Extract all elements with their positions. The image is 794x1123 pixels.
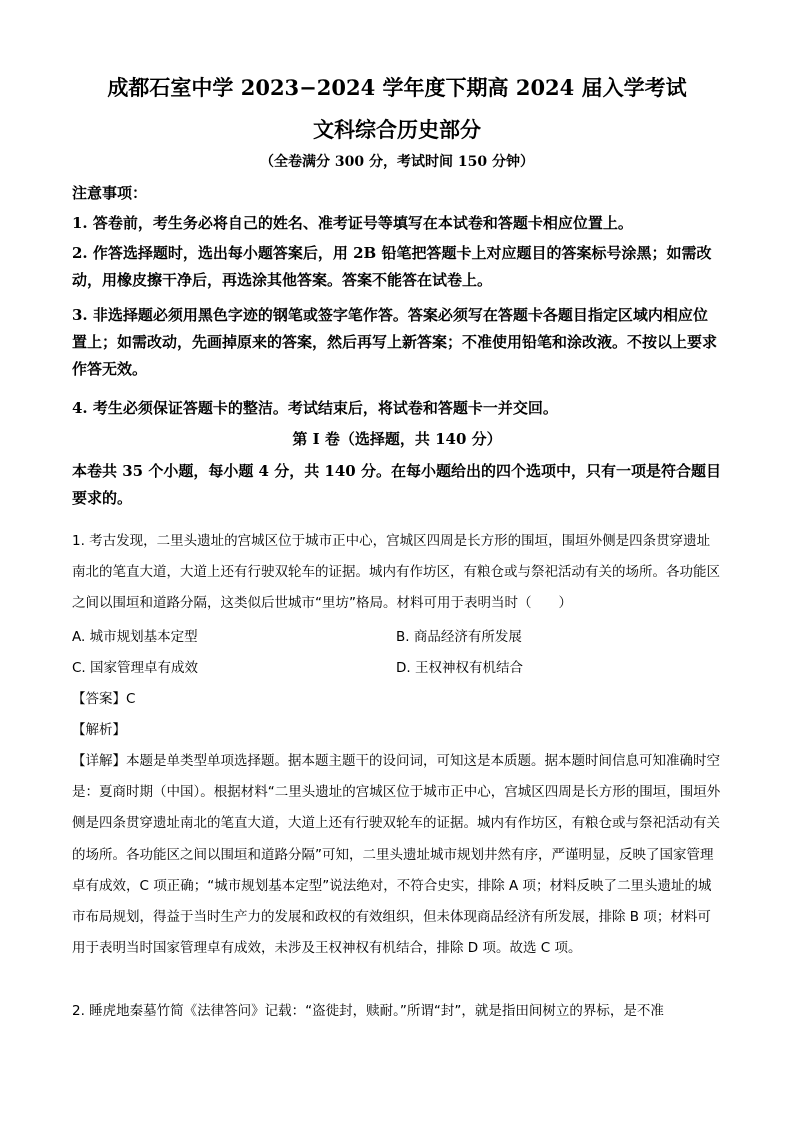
options-row-1 [72,622,722,653]
option-a: A. 城市规划基本定型 [72,629,198,645]
exam-title: 成都石室中学 2023−2024 学年度下期高 2024 届入学考试 [107,75,687,100]
section-instruction: 本卷共 35 个小题，每小题 4 分，共 140 分。在每小题给出的四个选项中，只有一项是符合题目要求的。 [72,462,721,507]
option-c: C. 国家管理卓有成效 [72,660,199,676]
exam-meta: （全卷满分 300 分，考试时间 150 分钟） [260,154,534,170]
exam-subtitle: 文科综合历史部分 [313,117,481,142]
options-row-2 [72,653,722,684]
question-1-analysis-label: 【解析】 [72,722,126,738]
question-1-detail: 【详解】本题是单类型单项选择题。据本题主题干的设问词，可知这是本质题。据本题时间信息可知准确时空是：夏商时期（中国）。根据材料“二里头遗址的宫城区位于城市正中心，宫城区四周是长方形的围垣，围垣外侧是四条贯穿遗址南北的笔直大道，大道上还有行驶双轮车的证据。城内有作坊区，有粮仓或与祭祀活动有关的场所。各功能区之间以围垣和道路分隔”可知，二里头遗址城市规划井然有序，严谨明显，反映了国家管理卓有成效，C 项正确；“城市规划基本定型”说法绝对，不符合史实，排除 A 项；材料反映了二里头遗址的城市布局规划，得益于当时生产力的发展和政权的有效组织，但未体现商品经济有所发展，排除 B 项；材料可用于表明当时国家管理卓有成效，未涉及王权神权有机结合，排除 D 项。故选 C 项。 [72,753,721,957]
note-item-4: 4. 考生必须保证答题卡的整洁。考试结束后，将试卷和答题卡一并交回。 [72,399,558,417]
notes-heading: 注意事项： [72,184,148,202]
note-item-2: 2. 作答选择题时，选出每小题答案后，用 2B 铅笔把答题卡上对应题目的答案标号涂黑；如需改动，用橡皮擦干净后，再选涂其他答案。答案不能答在试卷上。 [72,244,712,289]
option-b: B. 商品经济有所发展 [396,629,522,645]
note-item-1: 1. 答卷前，考生务必将自己的姓名、准考证号等填写在本试卷和答题卡相应位置上。 [72,214,633,232]
note-item-3: 3. 非选择题必须用黑色字迹的钢笔或签字笔作答。答案必须写在答题卡各题目指定区域内相应位置上；如需改动，先画掉原来的答案，然后再写上新答案；不准使用铅笔和涂改液。不按以上要求作答无效。 [72,306,718,378]
option-d: D. 王权神权有机结合 [396,660,523,676]
question-1-answer: 【答案】C [72,691,136,707]
section-title: 第 I 卷（选择题，共 140 分） [292,430,502,448]
question-2-stem: 2. 睡虎地秦墓竹简《法律答问》记载：“盗徙封，赎耐。”所谓“封”，就是指田间树立的界标，是不准 [72,1003,664,1019]
question-1-options [72,622,722,684]
question-1-stem: 1. 考古发现，二里头遗址的宫城区位于城市正中心，宫城区四周是长方形的围垣，围垣外侧是四条贯穿遗址南北的笔直大道，大道上还有行驶双轮车的证据。城内有作坊区，有粮仓或与祭祀活动有关的场所。各功能区之间以围垣和道路分隔，这类似后世城市“里坊”格局。材料可用于表明当时（ ） [72,533,720,611]
